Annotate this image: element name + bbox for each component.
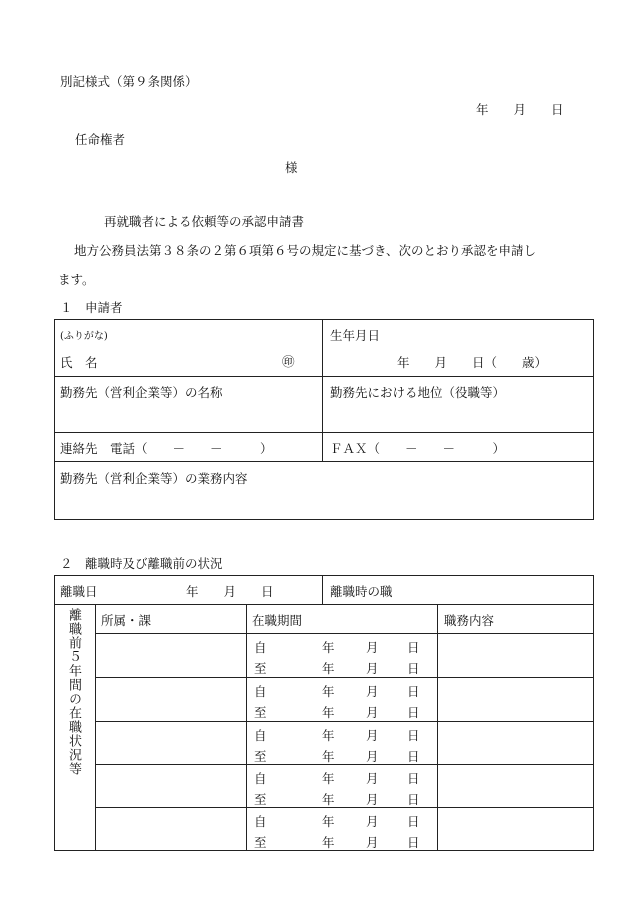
intro-line-2: ます。 [58,272,95,287]
period-from-day: 日 [407,814,420,829]
period-to-year: 年 [322,749,335,764]
period-from-year: 年 [322,684,335,699]
period-from-year: 年 [322,814,335,829]
period-from-label: 自 [254,771,267,786]
period-from-day: 日 [407,640,420,655]
period-to-label: 至 [254,792,267,807]
period-to-day: 日 [407,749,420,764]
employer-position-label: 勤務先における地位（役職等） [330,385,506,400]
contact-phone-label: 連絡先 電話（ － － ） [60,441,273,456]
period-to-label: 至 [254,835,267,850]
period-to-year: 年 [322,661,335,676]
period-from-label: 自 [254,814,267,829]
retire-date-format: 年 月 日 [186,584,274,599]
retire-post-label: 離職時の職 [330,584,393,599]
period-to-year: 年 [322,792,335,807]
period-to-day: 日 [407,705,420,720]
period-from-day: 日 [407,771,420,786]
period-to-label: 至 [254,705,267,720]
birthdate-label: 生年月日 [330,328,381,343]
furigana-label: (ふりがな) [60,331,108,342]
section1-heading: １ 申請者 [60,300,123,315]
period-to-month: 月 [366,792,379,807]
name-label: 氏 名 [60,355,98,370]
period-from-label: 自 [254,684,267,699]
birthdate-format: 年 月 日（ 歳） [397,355,548,370]
intro-line-1: 地方公務員法第３８条の２第６項第６号の規定に基づき、次のとおり承認を申請し [74,243,537,258]
period-to-month: 月 [366,749,379,764]
period-to-day: 日 [407,661,420,676]
employer-name-label: 勤務先（営利企業等）の名称 [60,385,223,400]
section2-heading: ２ 離職時及び離職前の状況 [60,556,223,571]
form-label: 別記様式（第９条関係） [60,74,198,89]
period-from-month: 月 [366,771,379,786]
period-from-year: 年 [322,771,335,786]
period-from-day: 日 [407,728,420,743]
period-from-label: 自 [254,640,267,655]
period-to-day: 日 [407,792,420,807]
seal-mark: ㊞ [282,354,295,369]
period-from-month: 月 [366,640,379,655]
period-from-day: 日 [407,684,420,699]
business-content-label: 勤務先（営利企業等）の業務内容 [60,471,248,486]
appointer-label: 任命権者 [75,132,126,147]
vertical-label: 離職前５年間の在職状況等 [66,608,81,776]
document-title: 再就職者による依頼等の承認申請書 [104,214,305,229]
period-to-label: 至 [254,661,267,676]
period-from-month: 月 [366,728,379,743]
date-line: 年 月 日 [476,102,564,117]
period-to-day: 日 [407,835,420,850]
col-period-header: 在職期間 [252,613,303,628]
period-to-label: 至 [254,749,267,764]
applicant-table-border [54,319,594,520]
period-from-year: 年 [322,640,335,655]
period-to-month: 月 [366,705,379,720]
period-from-month: 月 [366,814,379,829]
period-to-year: 年 [322,835,335,850]
period-to-year: 年 [322,705,335,720]
col-duties-header: 職務内容 [444,613,495,628]
period-from-label: 自 [254,728,267,743]
period-from-year: 年 [322,728,335,743]
col-dept-header: 所属・課 [101,613,152,628]
honorific: 様 [285,160,298,175]
period-to-month: 月 [366,661,379,676]
period-from-month: 月 [366,684,379,699]
fax-label: ＦＡＸ（ － － ） [330,441,506,456]
retire-date-label: 離職日 [60,584,98,599]
period-to-month: 月 [366,835,379,850]
